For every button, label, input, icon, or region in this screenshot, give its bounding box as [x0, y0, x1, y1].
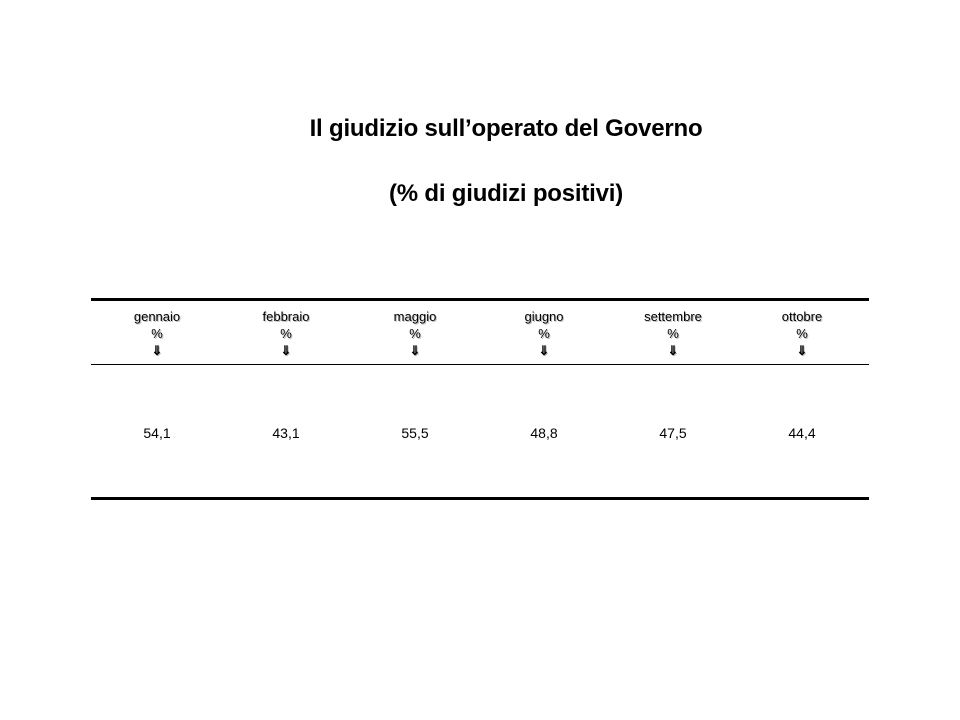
chart-title: Il giudizio sull’operato del Governo [309, 115, 703, 142]
data-value: 44,4 [788, 425, 816, 441]
unit-label: % [667, 326, 679, 341]
down-arrow-icon: ⇓ [538, 343, 550, 358]
unit-label: % [796, 326, 808, 341]
column-label: febbraio [262, 309, 310, 324]
unit-label: % [538, 326, 550, 341]
column-header [92, 308, 222, 359]
column-header [737, 308, 867, 359]
table-header-rule [91, 364, 869, 365]
down-arrow-icon: ⇓ [667, 343, 679, 358]
table-bottom-rule [91, 497, 869, 500]
column-header [221, 308, 351, 359]
column-label: gennaio [133, 309, 181, 324]
unit-label: % [151, 326, 163, 341]
column-label: settembre [644, 309, 702, 324]
data-value: 54,1 [143, 425, 171, 441]
down-arrow-icon: ⇓ [151, 343, 163, 358]
column-label: giugno [524, 309, 564, 324]
column-header [479, 308, 609, 359]
down-arrow-icon: ⇓ [409, 343, 421, 358]
column-label: ottobre [781, 309, 823, 324]
table-top-rule [91, 298, 869, 301]
down-arrow-icon: ⇓ [796, 343, 808, 358]
data-value: 47,5 [659, 425, 687, 441]
chart-subtitle: (% di giudizi positivi) [388, 180, 624, 207]
unit-label: % [280, 326, 292, 341]
unit-label: % [409, 326, 421, 341]
column-label: maggio [393, 309, 437, 324]
down-arrow-icon: ⇓ [280, 343, 292, 358]
data-value: 55,5 [401, 425, 429, 441]
column-header [350, 308, 480, 359]
column-header [608, 308, 738, 359]
data-value: 48,8 [530, 425, 558, 441]
data-value: 43,1 [272, 425, 300, 441]
